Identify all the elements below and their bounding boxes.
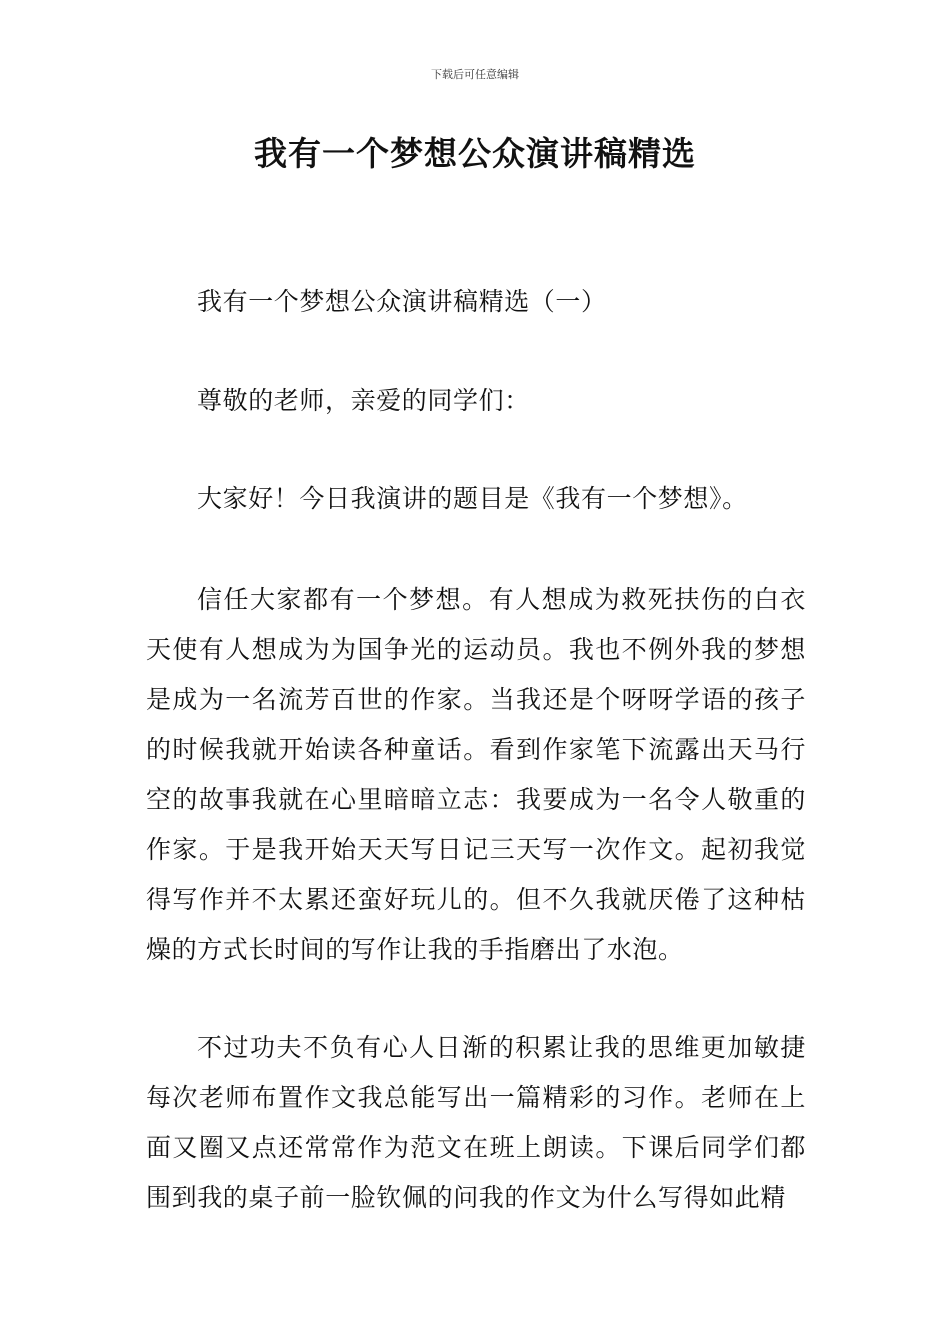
header-note: 下载后可任意编辑 (431, 68, 519, 81)
section-subtitle: 我有一个梦想公众演讲稿精选（一） (197, 287, 607, 316)
salutation: 尊敬的老师，亲爱的同学们： (197, 386, 530, 415)
greeting: 大家好！今日我演讲的题目是《我有一个梦想》。 (197, 484, 748, 513)
body-paragraph: 不过功夫不负有心人日渐的积累让我的思维更加敏捷每次老师布置作文我总能写出一篇精彩的习作。老师在上面又圈又点还常常作为范文在班上朗读。下课后同学们都围到我的桌子前一脸钦佩的问我的作文为什么写得如此精 (146, 1033, 806, 1212)
document-title: 我有一个梦想公众演讲稿精选 (254, 134, 696, 173)
body-paragraph: 信任大家都有一个梦想。有人想成为救死扶伤的白衣天使有人想成为为国争光的运动员。我也不例外我的梦想是成为一名流芳百世的作家。当我还是个呀呀学语的孩子的时候我就开始读各种童话。看到作家笔下流露出天马行空的故事我就在心里暗暗立志：我要成为一名令人敬重的作家。于是我开始天天写日记三天写一次作文。起初我觉得写作并不太累还蛮好玩儿的。但不久我就厌倦了这种枯燥的方式长时间的写作让我的手指磨出了水泡。 (146, 585, 806, 964)
